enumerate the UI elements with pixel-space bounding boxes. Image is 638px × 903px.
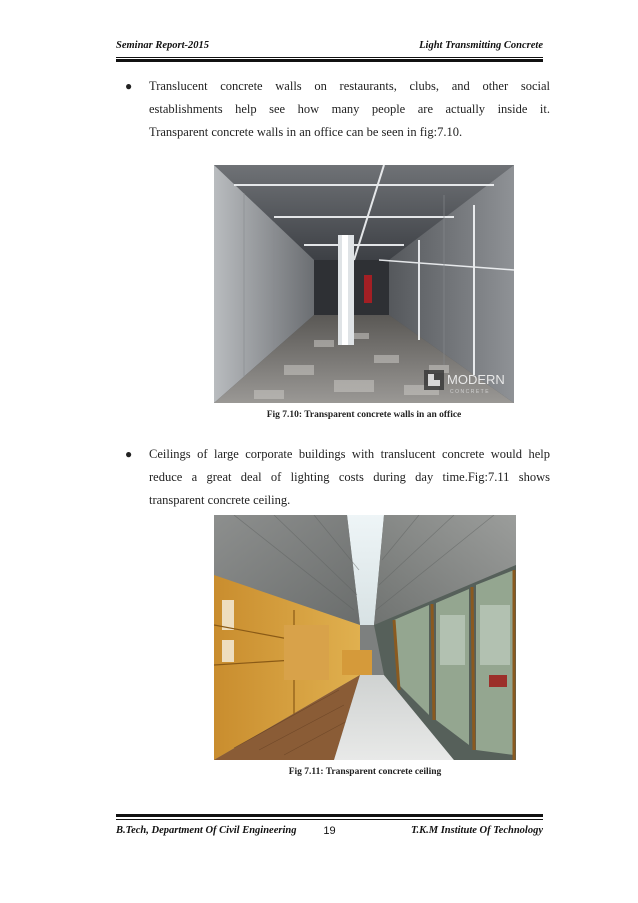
bullet-line: Transparent concrete walls in an office can be seen in fig:7.10. (149, 125, 463, 139)
watermark-sub-text: CONCRETE (450, 389, 491, 395)
bullet-text (149, 443, 550, 512)
footer-rule-thick (116, 814, 543, 817)
bullet-item-1 (125, 75, 550, 147)
header-topic-title: Light Transmitting Concrete (419, 40, 543, 51)
header-rule-thin (116, 57, 543, 58)
figure-ceiling-photo (214, 515, 516, 760)
figure-7-11-caption: Fig 7.11: Transparent concrete ceiling (288, 767, 442, 777)
figure-office-corridor-photo (214, 165, 514, 403)
footer-institute: T.K.M Institute Of Technology (411, 825, 543, 836)
footer-rule-thin (116, 819, 543, 820)
bullet-line: reduce a great deal of lighting costs during day time.Fig:7.11 shows (149, 470, 550, 484)
bullet-line: Ceilings of large corporate buildings with translucent concrete would help (149, 447, 550, 461)
header-report-title: Seminar Report-2015 (116, 40, 210, 51)
bullet-dot: ● (125, 79, 133, 93)
watermark-main-text: MODERN (447, 372, 505, 387)
bullet-text (149, 75, 550, 144)
bullet-line: Translucent concrete walls on restaurants, clubs, and other social (149, 79, 550, 93)
footer-department: B.Tech, Department Of Civil Engineering (116, 825, 297, 836)
figure-7-10-caption: Fig 7.10: Transparent concrete walls in an office (266, 410, 462, 420)
bullet-line: transparent concrete ceiling. (149, 493, 291, 507)
bullet-line: establishments help see how many people are actually inside it. (149, 102, 550, 116)
bullet-dot: ● (125, 447, 133, 461)
page-header (116, 40, 543, 56)
header-rule-thick (116, 59, 543, 62)
bullet-item-2 (125, 443, 550, 515)
page-number: 19 (323, 825, 336, 837)
page-footer (116, 825, 543, 841)
